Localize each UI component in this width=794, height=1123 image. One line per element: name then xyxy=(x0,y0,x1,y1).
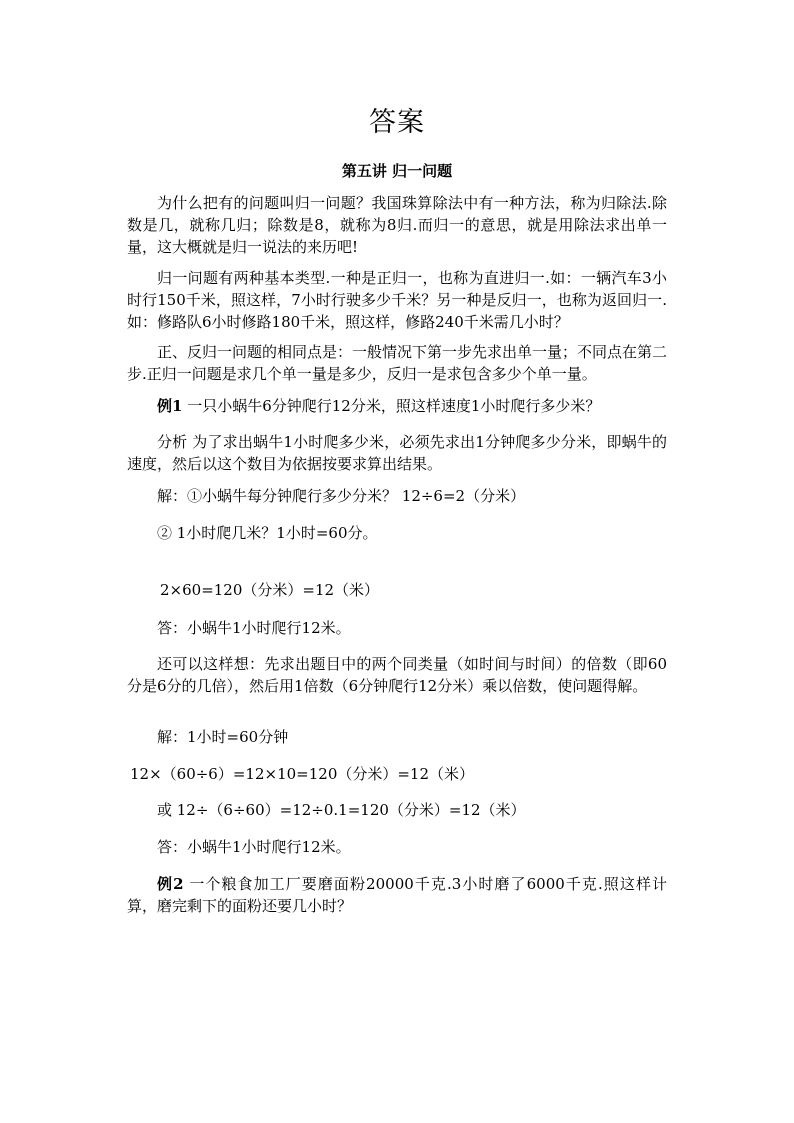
example-1-answer-2: 答：小蜗牛1小时爬行12米。 xyxy=(157,838,351,856)
example-1-question xyxy=(127,395,667,417)
page-title: 答案 xyxy=(369,107,425,138)
example-1-analysis: 分析 为了求出蜗牛1小时爬多少米，必须先求出1分钟爬多少分米，即蜗牛的速度，然后以这个数目为依据按要求算出结果。 xyxy=(127,433,667,473)
example-2-label: 例2 xyxy=(157,875,184,893)
example-1-question-text: 一只小蜗牛6分钟爬行12分米，照这样速度1小时爬行多少米？ xyxy=(182,397,601,415)
intro-paragraph-1: 为什么把有的问题叫归一问题？我国珠算除法中有一种方法，称为归除法.除数是几，就称几归；除数是8，就称为8归.而归一的意思，就是用除法求出单一量，这大概就是归一说法的来历吧! xyxy=(127,194,667,256)
example-1-alt-method: 还可以这样想：先求出题目中的两个同类量（如时间与时间）的倍数（即60分是6分的几倍），然后用1倍数（6分钟爬行12分米）乘以倍数，使问题得解。 xyxy=(127,655,667,695)
example-1-step-2: ② 1小时爬几米？1小时=60分。 xyxy=(157,524,378,542)
example-2-question xyxy=(127,873,667,917)
example-2-question-text: 一个粮食加工厂要磨面粉20000千克.3小时磨了6000千克.照这样计算，磨完剩下的面粉还要几小时？ xyxy=(127,875,668,915)
example-1-label: 例1 xyxy=(157,397,183,415)
example-1-alt-step-1: 解：1小时=60分钟 xyxy=(157,728,289,746)
example-1-step-1: 解：①小蜗牛每分钟爬行多少分米？ 12÷6=2（分米） xyxy=(157,487,526,505)
example-1-alt-step-3: 或 12÷（6÷60）=12÷0.1=120（分米）=12（米） xyxy=(157,801,526,819)
example-1-answer-1: 答：小蜗牛1小时爬行12米。 xyxy=(157,619,351,637)
example-1-step-3: 2×60=120（分米）=12（米） xyxy=(160,581,380,599)
intro-paragraph-2: 归一问题有两种基本类型.一种是正归一，也称为直进归一.如：一辆汽车3小时行150千米，照这样，7小时行驶多少千米？另一种是反归一，也称为返回归一.如：修路队6小时修路180千米，照这样，修路240千米需几小时？ xyxy=(127,269,667,331)
intro-paragraph-3: 正、反归一问题的相同点是：一般情况下第一步先求出单一量；不同点在第二步.正归一问题是求几个单一量是多少，反归一是求包含多少个单一量。 xyxy=(127,343,668,383)
lesson-title: 第五讲 归一问题 xyxy=(341,162,453,180)
example-1-alt-step-2: 12×（60÷6）=12×10=120（分米）=12（米） xyxy=(130,765,475,783)
